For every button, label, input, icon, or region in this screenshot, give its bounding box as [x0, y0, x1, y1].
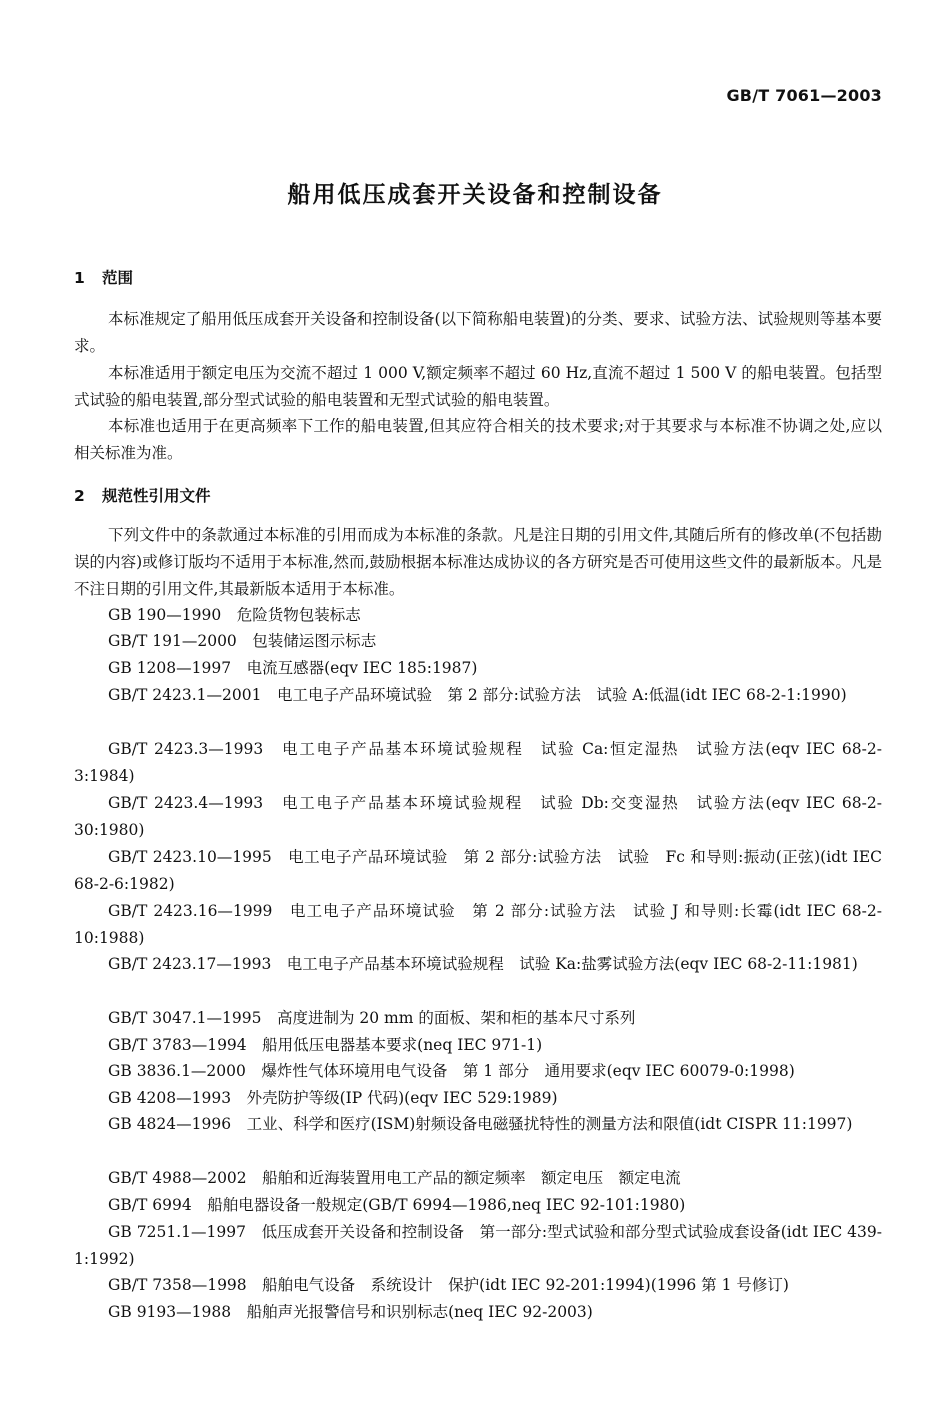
reference-item: GB 1208—1997 电流互感器(eqv IEC 185:1987): [108, 659, 478, 677]
paragraph: 本标准也适用于在更高频率下工作的船电装置,但其应符合相关的技术要求;对于其要求与本标准不协调之处,应以相关标准为准。: [74, 417, 882, 462]
standard-code: GB/T 7061—2003: [726, 86, 882, 105]
reference-item: GB/T 3783—1994 船用低压电器基本要求(neq IEC 971-1): [108, 1036, 543, 1054]
section-title: 规范性引用文件: [102, 487, 211, 505]
reference-item: GB 3836.1—2000 爆炸性气体环境用电气设备 第 1 部分 通用要求(eqv IEC 60079-0:1998): [108, 1062, 795, 1080]
reference-item: GB 9193—1988 船舶声光报警信号和识别标志(neq IEC 92-2003): [108, 1303, 593, 1321]
paragraph: 本标准适用于额定电压为交流不超过 1 000 V,额定频率不超过 60 Hz,直流不超过 1 500 V 的船电装置。包括型式试验的船电装置,部分型式试验的船电装置和无型式试验的船电装置。: [74, 364, 882, 409]
section-title: 范围: [102, 269, 134, 287]
paragraph: 本标准规定了船用低压成套开关设备和控制设备(以下简称船电装置)的分类、要求、试验方法、试验规则等基本要求。: [74, 310, 882, 355]
paragraph: 下列文件中的条款通过本标准的引用而成为本标准的条款。凡是注日期的引用文件,其随后所有的修改单(不包括勘误的内容)或修订版均不适用于本标准,然而,鼓励根据本标准达成协议的各方研究是否可使用这些文件的最新版本。凡是不注日期的引用文件,其最新版本适用于本标准。: [74, 526, 882, 598]
document-title: 船用低压成套开关设备和控制设备: [287, 182, 663, 208]
reference-item: GB/T 2423.10—1995 电工电子产品环境试验 第 2 部分:试验方法 试验 Fc 和导则:振动(正弦)(idt IEC 68-2-6:1982): [74, 848, 882, 893]
reference-item: GB/T 2423.3—1993 电工电子产品基本环境试验规程 试验 Ca:恒定湿热 试验方法(eqv IEC 68-2-3:1984): [74, 740, 882, 785]
reference-item: GB/T 7358—1998 船舶电气设备 系统设计 保护(idt IEC 92-201:1994)(1996 第 1 号修订): [108, 1276, 789, 1294]
reference-item: GB 4824—1996 工业、科学和医疗(ISM)射频设备电磁骚扰特性的测量方法和限值(idt CISPR 11:1997): [108, 1115, 853, 1133]
reference-item: GB 7251.1—1997 低压成套开关设备和控制设备 第一部分:型式试验和部分型式试验成套设备(idt IEC 439-1:1992): [74, 1223, 882, 1268]
reference-item: GB 4208—1993 外壳防护等级(IP 代码)(eqv IEC 529:1989): [108, 1089, 558, 1107]
reference-item: GB/T 2423.17—1993 电工电子产品基本环境试验规程 试验 Ka:盐雾试验方法(eqv IEC 68-2-11:1981): [108, 955, 858, 973]
reference-item: GB/T 3047.1—1995 高度进制为 20 mm 的面板、架和柜的基本尺寸系列: [108, 1009, 636, 1027]
reference-item: GB 190—1990 危险货物包装标志: [108, 606, 361, 624]
reference-item: GB/T 191—2000 包装储运图示标志: [108, 632, 377, 650]
reference-item: GB/T 2423.16—1999 电工电子产品环境试验 第 2 部分:试验方法 试验 J 和导则:长霉(idt IEC 68-2-10:1988): [74, 902, 882, 947]
section-2-heading: [74, 484, 211, 506]
section-number: 1: [74, 269, 85, 287]
reference-item: GB/T 6994 船舶电器设备一般规定(GB/T 6994—1986,neq IEC 92-101:1980): [108, 1196, 686, 1214]
reference-item: GB/T 2423.1—2001 电工电子产品环境试验 第 2 部分:试验方法 试验 A:低温(idt IEC 68-2-1:1990): [108, 686, 847, 704]
reference-item: GB/T 4988—2002 船舶和近海装置用电工产品的额定频率 额定电压 额定电流: [108, 1169, 681, 1187]
reference-item: GB/T 2423.4—1993 电工电子产品基本环境试验规程 试验 Db:交变湿热 试验方法(eqv IEC 68-2-30:1980): [74, 794, 882, 839]
section-number: 2: [74, 487, 85, 505]
section-1-heading: [74, 266, 133, 288]
